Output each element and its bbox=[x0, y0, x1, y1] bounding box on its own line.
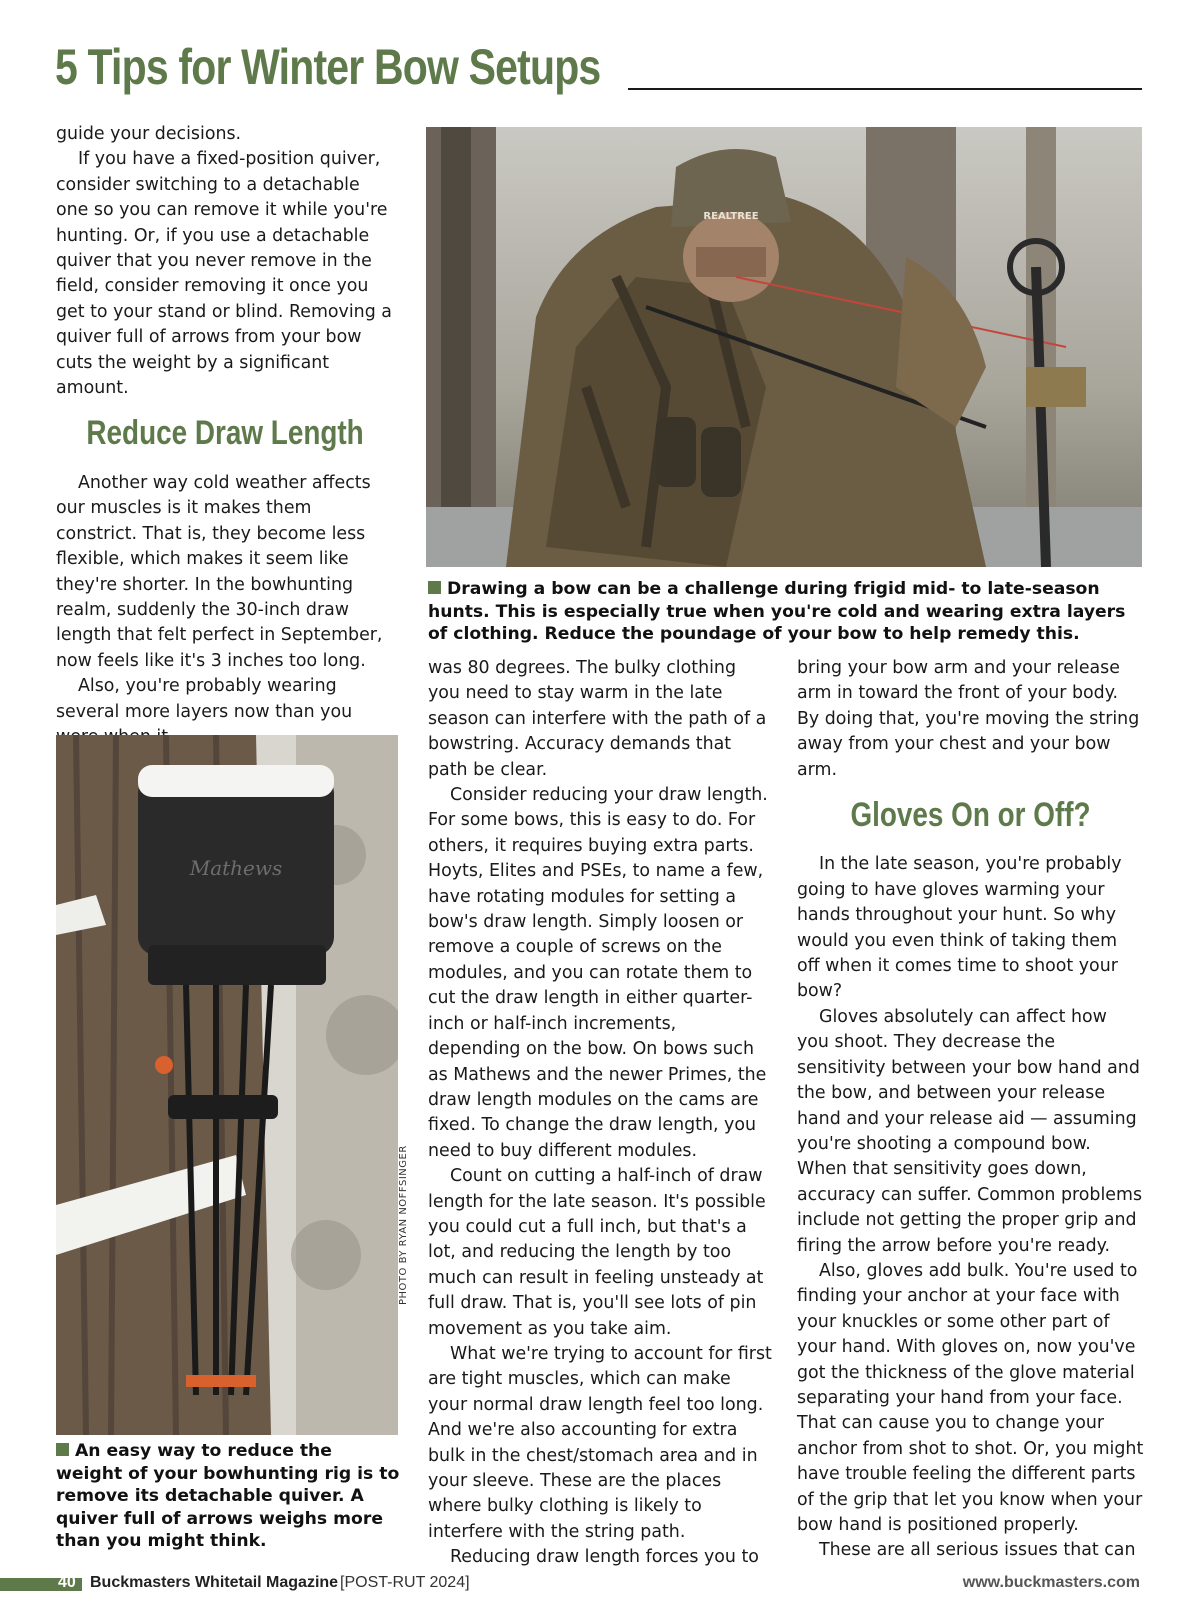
body-paragraph: was 80 degrees. The bulky clothing you need to stay warm in the late season can interfere with the path of a bowstring. Accuracy demands that path be clear. bbox=[428, 658, 767, 780]
body-paragraph: Consider reducing your draw length. For some bows, this is easy to do. For others, it requires buying extra parts. Hoyts, Elites and PSEs, to name a few, have rotating modules for setting a bow's draw length. Simply loosen or remove a couple of screws on the modules, and you can rotate them to cut the draw length in either quarter-inch or half-inch increments, depending on the bow. On bows such as Mathews and the newer Primes, the draw length modules on the cams are fixed. To change the draw length, you need to buy different modules. bbox=[428, 785, 768, 1161]
body-paragraph: bring your bow arm and your release arm in toward the front of your body. By doing that, you're moving the string away from your chest and your bow arm. bbox=[797, 658, 1140, 780]
body-paragraph: If you have a fixed-position quiver, consider switching to a detachable one so you can remove it while you're hunting. Or, if you use a detachable quiver that you never remove in the field, consider removing it once you get to your stand or blind. Removing a quiver full of arrows from your bow cuts the weight by a significant amount. bbox=[56, 149, 392, 399]
body-paragraph: Gloves absolutely can affect how you shoot. They decrease the sensitivity between your bow hand and the bow, and between your release hand and your release aid — assuming you're shooting a compound bow. When that sensitivity goes down, accuracy can suffer. Common problems include not getting the proper grip and firing the arrow before you're ready. bbox=[797, 1006, 1143, 1256]
quiver-on-tree-photo bbox=[56, 735, 398, 1435]
body-paragraph: Another way cold weather affects our muscles is it makes them constrict. That is, they become less flexible, which makes it seem like they're shorter. In the bowhunting realm, suddenly the 30-inch draw length that felt perfect in September, now feels like it's 3 inches too long. bbox=[56, 472, 383, 671]
body-paragraph: guide your decisions. bbox=[56, 124, 242, 144]
title-rule bbox=[628, 88, 1142, 90]
page-footer bbox=[0, 1572, 1200, 1596]
body-paragraph: Count on cutting a half-inch of draw length for the late season. It's possible you could cut a full inch, but that's a lot, and reducing the length by too much can result in feeling unsteady at full draw. That is, you'll see lots of pin movement as you take aim. bbox=[428, 1166, 766, 1339]
caption-marker bbox=[428, 581, 441, 594]
right-column bbox=[797, 656, 1144, 1564]
caption-text: Drawing a bow can be a challenge during frigid mid- to late-season hunts. This is especially true when you're cold and wearing extra layers of clothing. Reduce the poundage of your bow to help remedy this. bbox=[428, 579, 1126, 644]
caption-text: An easy way to reduce the weight of your bowhunting rig is to remove its detachable quiver. A quiver full of arrows weighs more than you might think. bbox=[56, 1441, 400, 1551]
body-paragraph: These are all serious issues that can bbox=[819, 1540, 1136, 1561]
left-column bbox=[56, 122, 394, 750]
issue-label: [POST-RUT 2024] bbox=[340, 1574, 470, 1591]
middle-column bbox=[428, 656, 773, 1571]
quiver-logo-text: Mathews bbox=[189, 856, 283, 880]
subhead-reduce-draw-length: Reduce Draw Length bbox=[86, 414, 364, 453]
page-number: 40 bbox=[58, 1574, 76, 1591]
website-link[interactable]: www.buckmasters.com bbox=[962, 1574, 1140, 1591]
caption-marker bbox=[56, 1443, 69, 1456]
magazine-name: Buckmasters Whitetail Magazine bbox=[90, 1574, 339, 1591]
hunter-cap-text: REALTREE bbox=[703, 211, 759, 222]
photo-credit: PHOTO BY RYAN NOFFSINGER bbox=[398, 1145, 409, 1305]
body-paragraph: What we're trying to account for first are tight muscles, which can make your normal draw length feel too long. And we're also accounting for extra bulk in the chest/stomach area and in your sleeve. These are the places where bulky clothing is likely to interfere with the string path. bbox=[428, 1343, 772, 1542]
body-paragraph: Also, you're probably wearing several more layers now than you bbox=[56, 676, 353, 722]
body-paragraph: In the late season, you're probably going to have gloves warming your hands throughout your hunt. So why would you even think of taking them off when it comes time to shoot your bow? bbox=[797, 854, 1122, 1002]
hunter-photo-caption bbox=[428, 578, 1144, 646]
subhead-gloves-on-or-off: Gloves On or Off? bbox=[850, 796, 1091, 835]
hunter-drawing-bow-photo bbox=[426, 127, 1142, 567]
body-paragraph: Reducing draw length forces you to bbox=[450, 1547, 759, 1568]
quiver-photo-caption bbox=[56, 1440, 400, 1553]
page-title: 5 Tips for Winter Bow Setups bbox=[55, 39, 601, 95]
body-paragraph: Also, gloves add bulk. You're used to finding your anchor at your face with your knuckles or some other part of your hand. With gloves on, now you've got the thickness of the glove material separating your hand from your face. That can cause you to change your anchor from shot to shot. Or, you might have trouble feeling the different parts of the grip that let you know when your bow hand is positioned properly. bbox=[797, 1260, 1144, 1535]
